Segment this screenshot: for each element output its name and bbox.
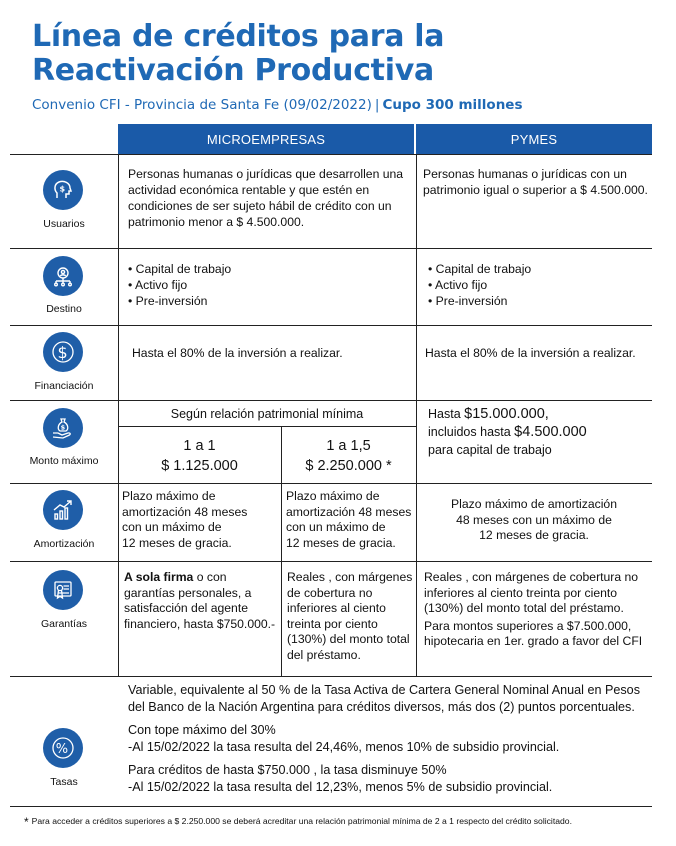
text-line: Plazo máximo de [286, 489, 380, 503]
list-item: • Capital de trabajo [428, 262, 532, 276]
text-line: Plazo máximo de [122, 489, 216, 503]
text-line: 12 meses de gracia. [479, 528, 589, 542]
text-line: 12 meses de gracia. [122, 535, 232, 550]
row-label-garantias: Garantías [40, 618, 88, 630]
monto-micro-header: Según relación patrimonial mínima [170, 407, 364, 421]
monto-pymes-line-1 [428, 405, 648, 423]
monto-pymes-amount: $4.500.000 [514, 424, 587, 440]
tasas-p1: Variable, equivalente al 50 % de la Tasa Activa de Cartera General Nominal Anual en Pesos del Banco de la Nación Argentina para créditos diversos, más dos (2) puntos porcentuales. [128, 683, 640, 714]
subtitle-separator: | [374, 97, 380, 113]
usuarios-pymes-text: Personas humanas o jurídicas con un patrimonio igual o superior a $ 4.500.000. [423, 167, 648, 197]
svg-text:%: % [55, 742, 69, 757]
usuarios-micro-text: Personas humanas o jurídicas que desarrollen una actividad económica rentable y que estén en condiciones de ser sujeto hábil de crédito con un patrimonio menor a $ 4.500.000. [128, 167, 404, 229]
monto-amount-1a1: $ 1.125.000 [161, 458, 238, 474]
list-item: • Pre-inversión [128, 294, 208, 308]
subtitle [32, 97, 523, 113]
subtitle-cupo: Cupo 300 millones [382, 97, 523, 113]
column-header-pymes: PYMES [416, 124, 652, 154]
list-item: • Pre-inversión [428, 294, 508, 308]
row-label-usuarios: Usuarios [43, 218, 85, 230]
percent-icon [43, 728, 83, 768]
row-label-amortizacion: Amortización [33, 538, 95, 550]
garantias-micro-a [124, 570, 278, 632]
text-line: con un máximo de [122, 520, 222, 534]
text-line: 48 meses con un máximo de [456, 512, 612, 527]
people-network-icon [43, 256, 83, 296]
monto-pymes-prefix: incluidos hasta [428, 425, 515, 439]
monto-pymes-text [428, 405, 648, 459]
svg-text:$: $ [60, 423, 66, 432]
monto-ratio-1a15: 1 a 1,5 [326, 438, 371, 454]
tasas-p2a: Con tope máximo del 30% [128, 723, 276, 737]
footnote-star: * [24, 815, 29, 829]
footnote-text: Para acceder a créditos superiores a $ 2.250.000 se deberá acreditar una relación patrimonial mínima de 2 a 1 respecto del crédito solicitado. [31, 816, 572, 826]
destino-micro-list [128, 261, 408, 309]
text-line: con un máximo de [286, 520, 386, 534]
garantias-bold-text: A sola firma [124, 570, 194, 584]
divider [10, 325, 652, 326]
svg-text:$: $ [59, 184, 66, 194]
garantias-pymes-p1: Reales , con márgenes de cobertura no inferiores al ciento treinta por ciento (130%) del monto total del préstamo. [424, 570, 639, 615]
row-label-destino: Destino [46, 303, 82, 315]
title-line-1: Línea de créditos para la [32, 19, 445, 54]
garantias-micro-b: Reales , con márgenes de cobertura no inferiores al ciento treinta por ciento (130%) del monto total del préstamo. [287, 570, 413, 662]
monto-micro-a [118, 436, 281, 476]
financiacion-micro-text: Hasta el 80% de la inversión a realizar. [132, 346, 343, 360]
list-item: • Activo fijo [428, 278, 488, 292]
divider [416, 154, 417, 676]
money-bag-hand-icon [43, 408, 83, 448]
column-header-micro: MICROEMPRESAS [118, 124, 414, 154]
tasas-text [128, 682, 648, 795]
divider [118, 426, 416, 427]
tasas-p2b: -Al 15/02/2022 la tasa resulta del 24,46%, menos 10% de subsidio provincial. [128, 739, 560, 754]
divider [10, 248, 652, 249]
divider [10, 676, 652, 677]
list-item: • Capital de trabajo [128, 262, 232, 276]
monto-ratio-1a1: 1 a 1 [183, 438, 216, 454]
svg-text:$: $ [57, 343, 68, 362]
text-line: 12 meses de gracia. [286, 535, 396, 550]
monto-pymes-line-2 [428, 423, 648, 441]
divider [10, 154, 652, 155]
row-label-monto: Monto máximo [29, 455, 99, 467]
tasas-p3b: -Al 15/02/2022 la tasa resulta del 12,23%, menos 5% de subsidio provincial. [128, 779, 553, 794]
row-label-financiacion: Financiación [34, 380, 94, 392]
certificate-icon [43, 570, 83, 610]
monto-pymes-prefix: Hasta [428, 407, 465, 421]
garantias-pymes [424, 570, 648, 650]
dollar-sign-icon [43, 332, 83, 372]
text-line: amortización 48 meses [122, 504, 248, 519]
title-line-2: Reactivación Productiva [32, 53, 434, 88]
footnote [24, 815, 572, 829]
tasas-p3a: Para créditos de hasta $750.000 , la tasa disminuye 50% [128, 763, 447, 777]
page-title [32, 20, 652, 88]
monto-micro-b [281, 436, 416, 476]
row-label-tasas: Tasas [50, 776, 78, 788]
monto-pymes-amount: $15.000.000, [464, 406, 549, 422]
amortizacion-pymes [416, 497, 652, 544]
text-line: Plazo máximo de amortización [451, 497, 617, 511]
dollar-head-icon [43, 170, 83, 210]
divider [10, 400, 652, 401]
divider [10, 483, 652, 484]
amortizacion-micro-a [122, 489, 278, 551]
subtitle-convenio: Convenio CFI - Provincia de Santa Fe (09/02/2022) [32, 97, 372, 113]
destino-pymes-list [428, 261, 648, 309]
financiacion-pymes-text: Hasta el 80% de la inversión a realizar. [425, 346, 636, 360]
amortizacion-micro-b [286, 489, 414, 551]
growth-chart-icon [43, 490, 83, 530]
garantias-text: o con garantías personales, a satisfacción del agente financiero, hasta $750.000.- [124, 570, 276, 631]
divider [10, 806, 652, 807]
text-line: amortización 48 meses [286, 504, 412, 519]
divider [10, 561, 652, 562]
list-item: • Activo fijo [128, 278, 188, 292]
monto-pymes-line-3: para capital de trabajo [428, 443, 552, 457]
monto-amount-1a15: $ 2.250.000 * [305, 458, 392, 474]
garantias-pymes-p2: Para montos superiores a $7.500.000, hipotecaria en 1er. grado a favor del CFI [424, 618, 643, 648]
